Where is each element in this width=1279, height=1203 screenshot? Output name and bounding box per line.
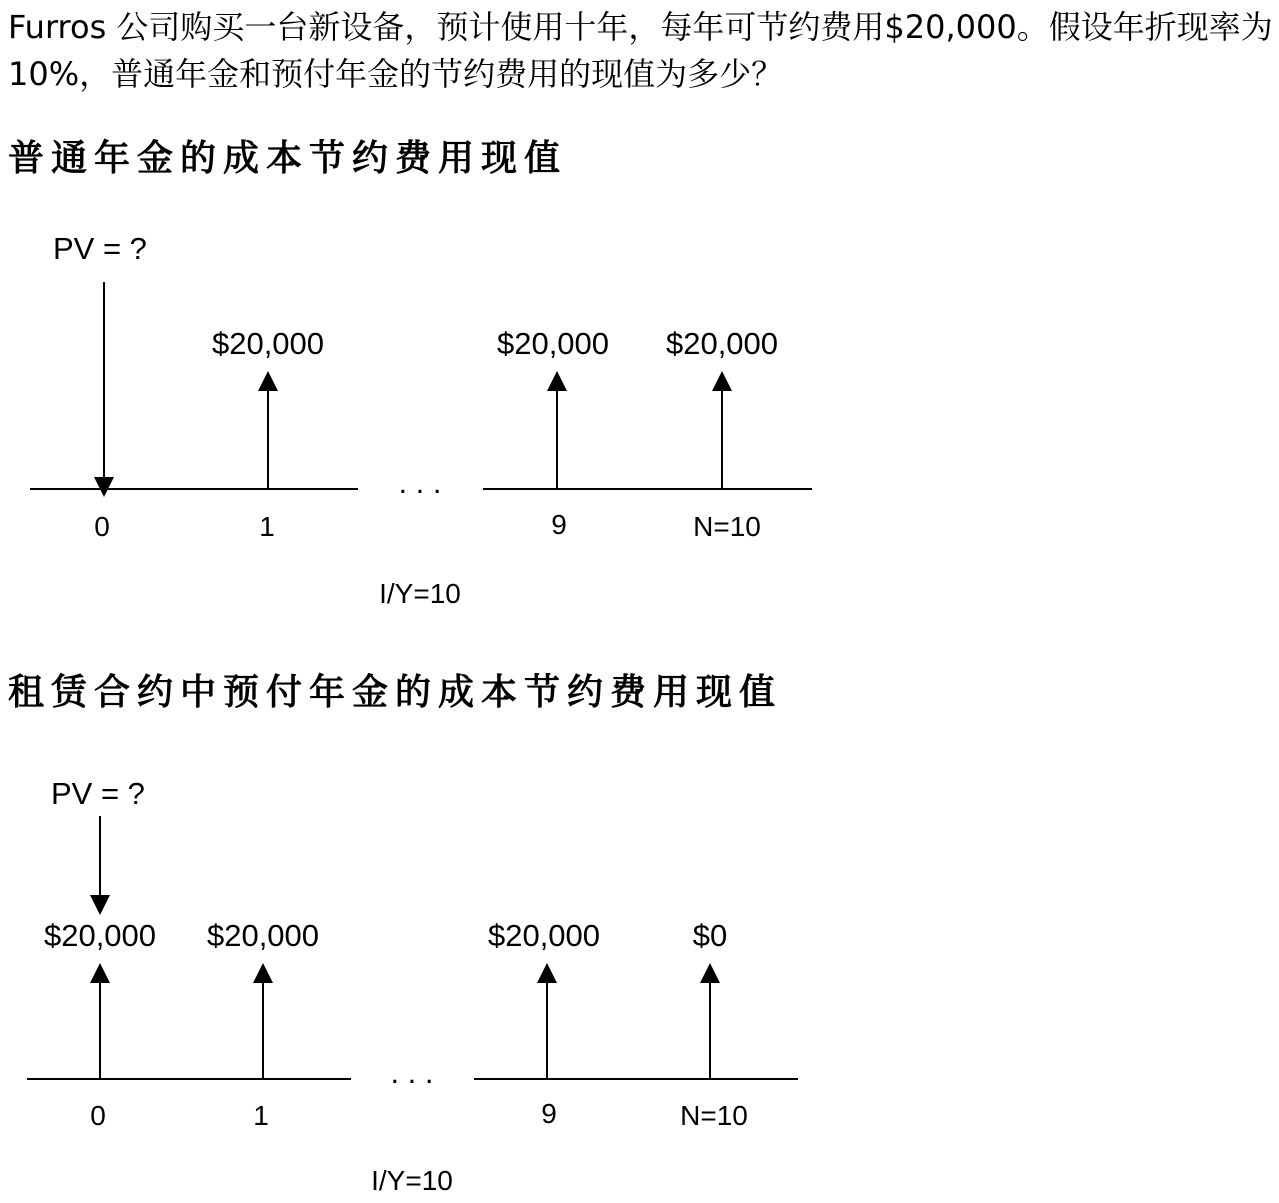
timeline-ellipsis: . . .	[398, 465, 442, 500]
rate-label: I/Y=10	[371, 1165, 453, 1196]
annuity-due-timeline	[0, 760, 830, 1200]
cash-flow-label-10: $0	[692, 918, 728, 953]
cash-flow-label-9: $20,000	[487, 918, 601, 953]
period-label-0: 0	[94, 511, 110, 542]
cash-flow-label-10: $20,000	[665, 326, 779, 361]
period-label-n10: N=10	[693, 511, 761, 542]
question-text: Furros 公司购买一台新设备，预计使用十年，每年可节约费用$20,000。假设年折现率为10%，普通年金和预付年金的节约费用的现值为多少？	[8, 8, 1273, 93]
period-label-n10: N=10	[680, 1100, 748, 1131]
period-label-9: 9	[551, 509, 567, 540]
pv-label: PV = ?	[51, 776, 145, 811]
ordinary-annuity-timeline	[0, 215, 830, 615]
ordinary-annuity-heading: 普通年金的成本节约费用现值	[8, 137, 568, 179]
period-label-1: 1	[259, 511, 275, 542]
cash-flow-label-9: $20,000	[496, 326, 610, 361]
cash-flow-label-0: $20,000	[43, 918, 157, 953]
period-label-0: 0	[90, 1100, 106, 1131]
cash-flow-label-1: $20,000	[211, 326, 325, 361]
rate-label: I/Y=10	[379, 578, 461, 609]
timeline-ellipsis: . . .	[390, 1055, 434, 1090]
annuity-due-heading: 租赁合约中预付年金的成本节约费用现值	[8, 671, 783, 713]
period-label-9: 9	[541, 1098, 557, 1129]
period-label-1: 1	[253, 1100, 269, 1131]
pv-label: PV = ?	[53, 231, 147, 266]
cash-flow-label-1: $20,000	[206, 918, 320, 953]
